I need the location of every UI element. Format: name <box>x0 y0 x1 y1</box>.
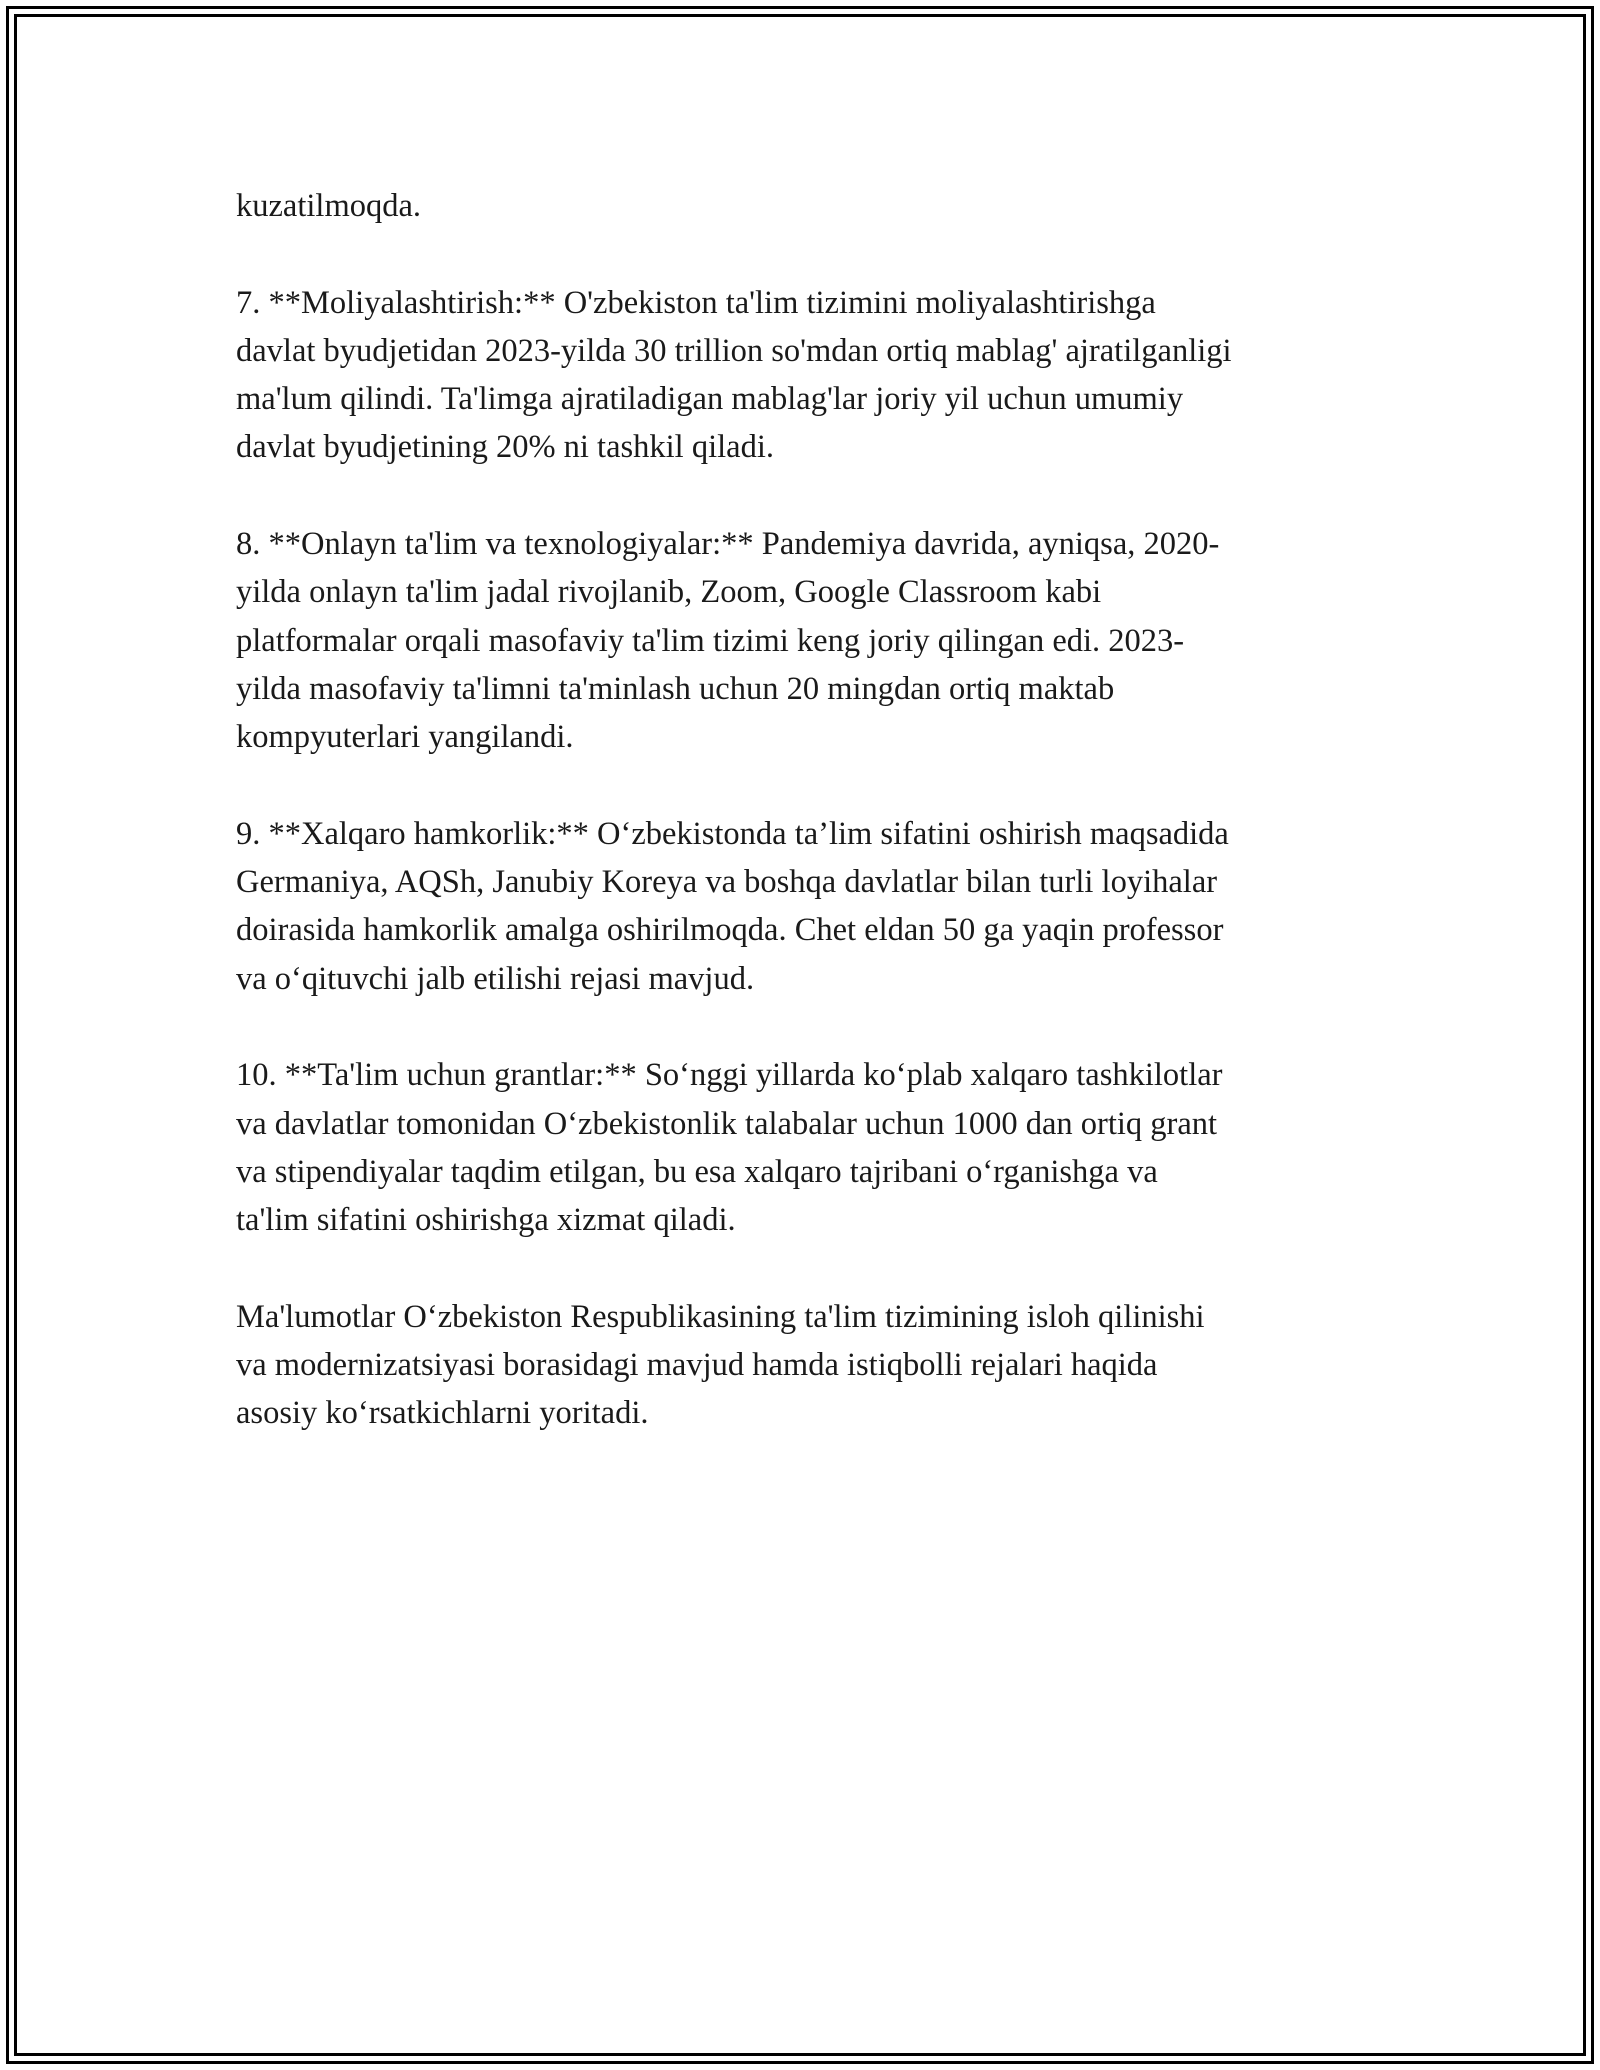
text-line: kompyuterlari yangilandi. <box>236 719 574 756</box>
text-line: yilda masofaviy ta'limni ta'minlash uchun 20 mingdan ortiq maktab <box>236 670 1115 707</box>
text-line: 9. **Xalqaro hamkorlik:** O‘zbekistonda ta’lim sifatini oshirish maqsadida <box>236 815 1229 852</box>
paragraph-continuation <box>236 182 1376 230</box>
text-line: yilda onlayn ta'lim jadal rivojlanib, Zoom, Google Classroom kabi <box>236 574 1102 611</box>
text-line: doirasida hamkorlik amalga oshirilmoqda. Chet eldan 50 ga yaqin professor <box>236 912 1224 949</box>
text-line: va stipendiyalar taqdim etilgan, bu esa xalqaro tajribani o‘rganishga va <box>236 1153 1158 1190</box>
text-line: platformalar orqali masofaviy ta'lim tizimi keng joriy qilingan edi. 2023- <box>236 622 1185 659</box>
text-line: kuzatilmoqda. <box>236 188 422 224</box>
text-line: ta'lim sifatini oshirishga xizmat qiladi. <box>236 1202 736 1239</box>
text-line: asosiy ko‘rsatkichlarni yoritadi. <box>236 1395 649 1432</box>
text-line: va davlatlar tomonidan O‘zbekistonlik talabalar uchun 1000 dan ortiq grant <box>236 1105 1218 1142</box>
document-body <box>236 182 1376 1486</box>
text-line: Germaniya, AQSh, Janubiy Koreya va boshqa davlatlar bilan turli loyihalar <box>236 864 1218 901</box>
paragraph-item-8-online-education <box>236 520 1376 761</box>
text-line: davlat byudjetidan 2023-yilda 30 trillion so'mdan ortiq mablag' ajratilganligi <box>236 332 1232 369</box>
paragraph-summary <box>236 1293 1376 1438</box>
text-line: 7. **Moliyalashtirish:** O'zbekiston ta'lim tizimini moliyalashtirishga <box>236 284 1156 321</box>
paragraph-item-10-grants <box>236 1051 1376 1244</box>
text-line: va modernizatsiyasi borasidagi mavjud hamda istiqbolli rejalari haqida <box>236 1347 1158 1384</box>
paragraph-item-7-financing <box>236 279 1376 472</box>
paragraph-item-9-international-cooperation <box>236 810 1376 1003</box>
text-line: davlat byudjetining 20% ni tashkil qiladi. <box>236 429 774 466</box>
text-line: 10. **Ta'lim uchun grantlar:** So‘nggi yillarda ko‘plab xalqaro tashkilotlar <box>236 1057 1223 1094</box>
text-line: Ma'lumotlar O‘zbekiston Respublikasining ta'lim tizimining isloh qilinishi <box>236 1298 1205 1335</box>
text-line: va o‘qituvchi jalb etilishi rejasi mavjud. <box>236 960 755 997</box>
text-line: 8. **Onlayn ta'lim va texnologiyalar:** Pandemiya davrida, ayniqsa, 2020- <box>236 526 1220 563</box>
text-line: ma'lum qilindi. Ta'limga ajratiladigan mablag'lar joriy yil uchun umumiy <box>236 381 1184 418</box>
